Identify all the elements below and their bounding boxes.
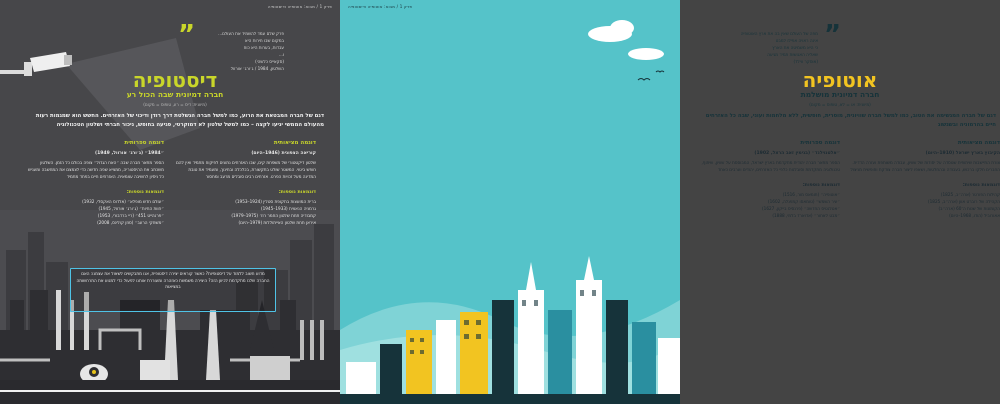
cloud-icon bbox=[588, 20, 664, 60]
utopia-subtitle: חברה דמיונית מושלמת bbox=[800, 90, 880, 99]
more-examples-heading: דוגמאות נוספות: bbox=[126, 190, 164, 195]
utopia-literary-example bbox=[696, 140, 840, 219]
list-item: ברית המועצות בתקופת סטלין (1924–1953) bbox=[235, 199, 316, 204]
utopia-quote: מפה של העולם שאין בה את ארץ האוטופיה אינה ראויה אפילו למבט כי היא משמיטה את הארץ שאליה האנושות תמיד מגיעה (אוסקר ווילד) bbox=[740, 31, 818, 64]
dystopia-quote: פרק שלם עמד להשמיד את העולם... במקום שבו חירות היא עבדות, בערות היא כוח ו... (סקאייס כלשהי) השלטון, 1984 / ג׳ורג׳ אורוול bbox=[218, 31, 284, 71]
more-examples-heading: דוגמאות נוספות: bbox=[962, 183, 1000, 188]
quote-mark-icon: ” bbox=[824, 20, 842, 50]
list-item: ״אוטופיה״ (תומאס מור, 1516) bbox=[782, 192, 840, 197]
literary-more-examples bbox=[696, 183, 840, 219]
utopia-page bbox=[340, 0, 1000, 404]
dystopia-lead: דגם של חברה המבטאת את הרוע, כמו למשל חברה הנשלטת דרך רודן ודיכוי של האזרחים. החשש הוא שמגמות רעות מהעולם הממשי יגיעו לקצה – כמו למשל שלטון לא דמוקרטי, פגיעה בחופש, ניכור חברתי ושלטון הטכנולוגיה bbox=[35, 113, 324, 128]
list-item: ״עולם חדש מופלא״ (אלדוס האקסלי, 1932) bbox=[82, 199, 164, 204]
list-item: ״אטלנטיס החדשה״ (פרנסיס בייקון, 1627) bbox=[762, 206, 840, 211]
real-example-name: הקיבוץ בארץ ישראל (1910–היום) bbox=[925, 151, 1000, 156]
literary-example-name: ״1984״ (ג׳ורג׳ אורוול, 1949) bbox=[94, 151, 164, 156]
list-item: אאורוביל (הודו, 1968–היום) bbox=[949, 213, 1000, 218]
list-item: ״פרנהייט 451״ (ריי ברדבורי, 1953) bbox=[97, 213, 164, 218]
dystopia-title: דיסטופיה bbox=[132, 68, 218, 92]
dystopia-subtitle: חברה דמיונית שבה הכול רע bbox=[126, 90, 224, 99]
more-examples-heading: דוגמאות נוספות: bbox=[278, 190, 316, 195]
real-example-heading: דוגמה מציאותית bbox=[273, 140, 316, 146]
literary-example-name: ״אלטנוילנד״ (בנימין זאב הרצל, 1902) bbox=[754, 151, 840, 156]
list-item: ״עיר השמש״ (טומאסו קמפנלה, 1602) bbox=[767, 199, 840, 204]
utopia-real-example bbox=[850, 140, 1000, 219]
literary-more-examples bbox=[26, 190, 164, 226]
list-item: איראן תחת שלטון האייתוללות (1979–היום) bbox=[238, 220, 316, 225]
real-example-name: קוריאה הצפונית (1946–היום) bbox=[251, 151, 316, 156]
real-more-examples bbox=[850, 183, 1000, 219]
dystopia-real-example bbox=[176, 140, 316, 226]
dystopia-page bbox=[0, 0, 340, 404]
list-item: ״משחקי הרעב״ (סוזן קולינס, 2008) bbox=[97, 220, 164, 225]
list-item: קמבודיה תחת שלטון החמר רוז׳ (1975–1979) bbox=[231, 213, 316, 218]
list-item: הקהילה של רוברט אוון (ארה״ב, 1825) bbox=[927, 199, 1000, 204]
literary-example-heading: דוגמה ספרותית bbox=[800, 140, 840, 146]
list-item: ״חוות החיות״ (ג׳ורג׳ אורוול, 1945) bbox=[98, 206, 164, 211]
literary-example-text: הספר מתאר חברה שבה ״האח הגדול״ צופה בכולם כל הזמן. השלטון משכתב את ההיסטוריה, ממציא שפה חדשה כדי לצמצם את המחשבה ומעניש כל ניסיון לחשיבה עצמאית. האזרחים חיים בפחד מתמיד bbox=[28, 160, 164, 179]
list-item: הקומונות של שנות ה־60 (ארה״ב) bbox=[938, 206, 1000, 211]
literary-example-text: הספר מתאר חברה יהודית מתקדמת בארץ ישראל, המבוססת על שוויון, שיתוף, טכנולוגיה מתקדמת וסובלנות כלפי כל האזרחים, יהודים וערבים כאחד bbox=[701, 160, 840, 172]
real-example-text: צורת התיישבות שיתופית שנוסדה על יסודות של שוויון, עבודה משותפת ועזרה הדדית. החברים חלקו ברכוש, בעבודה ובהחלטות, ושאפו ליצור חברה צודקת וחופשית מניצול bbox=[850, 160, 1000, 172]
real-more-examples bbox=[176, 190, 316, 226]
radiation-icon bbox=[92, 370, 96, 374]
real-example-heading: דוגמה מציאותית bbox=[957, 140, 1000, 146]
dystopia-etymology: (מיוונית: דיס = רע, טופוס = מקום) bbox=[143, 102, 207, 107]
real-example-text: שלטון דיקטטורי של משפחת קים, שבו האזרחים נתונים לפיקוח מתמיד ואין להם חופש ביטוי. המשטר שולט בתקשורת, בכלכלה ובחינוך, ומעמיד את טובת המדינה מעל זכויות הפרט. אזרחים רבים סובלים מרעב ומחסור bbox=[176, 160, 316, 179]
utopia-etymology: (מיוונית: או = לא, טופוס = מקום) bbox=[809, 102, 871, 107]
utopia-lead: דגם של חברה המגשימה את הטוב, כמו למשל חברה שוויונית, מוסרית, חופשית, ללא מלחמות ועוני, שבה כל האזרחים חיים בהרמוניה ובשגשוג bbox=[705, 113, 996, 128]
dystopia-callout-box: מדוע חשוב ללמוד על דיסטופיות? כאשר קוראים יצירה דיסטופית, אנו מתבקשים לשאול את עצמנו: האם החברה שלנו מתקדמת לכיוון הזה? היצירה משמשת כאזהרה ומעוררת אותנו לפעול כדי למנוע את התרחשותה במציאות bbox=[70, 268, 276, 312]
quote-mark-icon: ” bbox=[178, 20, 196, 50]
utopia-title: אוטופיה bbox=[802, 68, 878, 92]
list-item: קהילות הפורטר (ארה״ב, 1825) bbox=[940, 192, 1000, 197]
security-camera-icon bbox=[0, 52, 72, 76]
utopia-illustration bbox=[340, 0, 680, 404]
literary-example-heading: דוגמה ספרותית bbox=[124, 140, 164, 146]
birds-icon bbox=[638, 71, 664, 80]
list-item: ״מבט לאחור״ (אדוארד בלמי, 1888) bbox=[772, 213, 840, 218]
running-head: פרק 1 / מבוא: אוטופיה ודיסטופיה bbox=[348, 4, 413, 9]
dystopia-literary-example bbox=[26, 140, 164, 226]
list-item: גרמניה הנאצית (1933–1945) bbox=[260, 206, 316, 211]
more-examples-heading: דוגמאות נוספות: bbox=[802, 183, 840, 188]
running-head: פרק 1 / מבוא: אוטופיה ודיסטופיה bbox=[267, 4, 332, 9]
